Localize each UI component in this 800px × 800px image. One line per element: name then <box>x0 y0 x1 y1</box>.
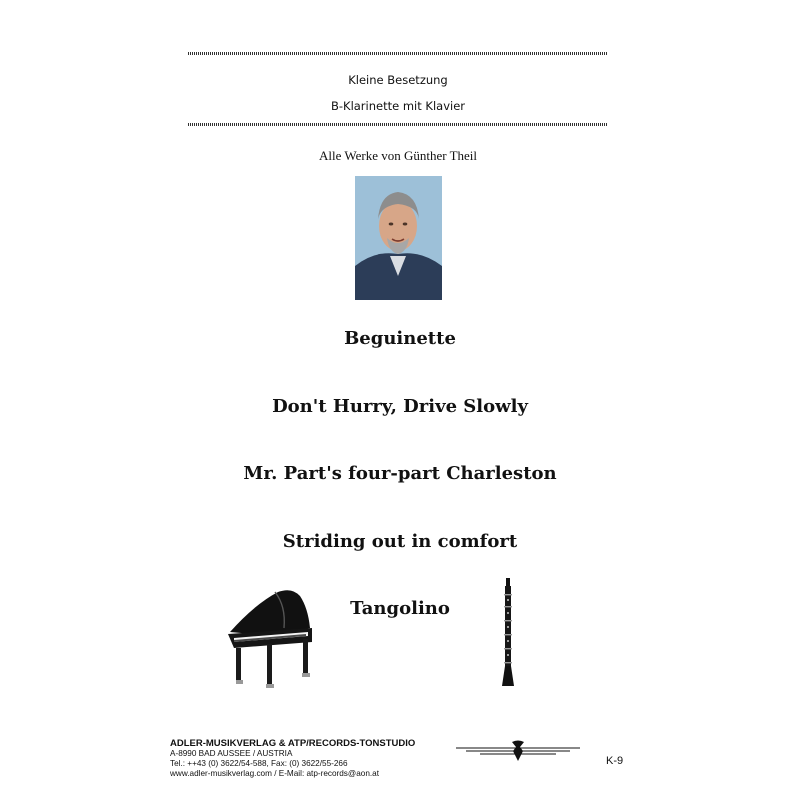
grand-piano-image <box>220 584 318 688</box>
piece-title-2: Don't Hurry, Drive Slowly <box>272 396 528 417</box>
composer-line: Alle Werke von Günther Theil <box>318 148 478 163</box>
instrumentation-label: B-Klarinette mit Klavier <box>330 99 465 113</box>
catalog-code: K-9 <box>606 755 624 767</box>
piece-title-3: Mr. Part's four-part Charleston <box>243 463 557 484</box>
publisher-eagle-logo-icon <box>456 739 580 763</box>
piece-title-5: Tangolino <box>350 598 450 619</box>
clarinet-image <box>496 578 520 690</box>
ensemble-label: Kleine Besetzung <box>348 73 448 87</box>
composer-photo <box>355 176 442 300</box>
publisher-name: ADLER-MUSIKVERLAG & ATP/RECORDS-TONSTUDIO <box>170 738 416 749</box>
publisher-address: A-8990 BAD AUSSEE / AUSTRIA <box>170 749 293 758</box>
publisher-info <box>170 738 470 779</box>
piece-title-4: Striding out in comfort <box>282 531 518 552</box>
publisher-phone: Tel.: ++43 (0) 3622/54-588, Fax: (0) 3622/55-266 <box>170 759 348 768</box>
piece-title-1: Beguinette <box>344 328 456 349</box>
top-divider <box>188 52 608 55</box>
bottom-divider <box>188 123 608 126</box>
publisher-web: www.adler-musikverlag.com / E-Mail: atp-records@aon.at <box>170 769 379 778</box>
